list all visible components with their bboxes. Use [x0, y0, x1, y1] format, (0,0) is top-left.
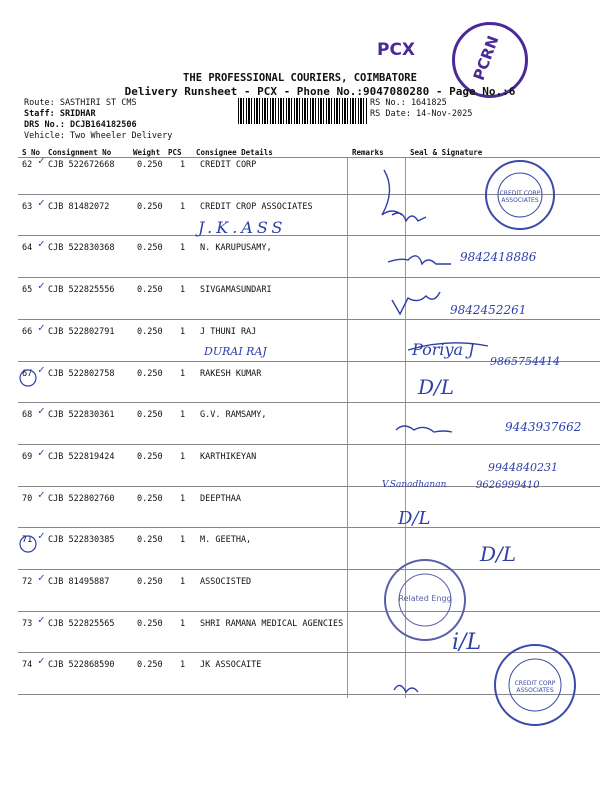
row-weight: 0.250: [137, 160, 163, 170]
check-mark-icon: ✓: [38, 571, 45, 584]
staff: Staff: SRIDHAR: [24, 109, 96, 119]
row-consignment: CJB 522825565: [48, 618, 115, 629]
note-66: DURAI RAJ: [204, 345, 267, 358]
row-consignment: CJB 522672668: [48, 160, 115, 170]
col-consignment: Consignment No: [48, 148, 112, 157]
hw-dl67: D/L: [418, 375, 455, 399]
circle-mark-71: [20, 536, 36, 552]
row-consignment: CJB 522830361: [48, 410, 115, 421]
stamp-credit-corp-2-text: CREDIT CORP ASSOCIATES: [514, 680, 556, 694]
check-mark-icon: ✓: [38, 154, 45, 167]
row-consignee: RAKESH KUMAR: [200, 368, 262, 379]
row-weight: 0.250: [137, 326, 163, 337]
hw-name69: V.Sanadhanan: [382, 480, 447, 490]
company-title: THE PROFESSIONAL COURIERS, COIMBATORE: [183, 72, 417, 84]
row-pcs: 1: [180, 577, 186, 587]
row-sno: 64: [22, 243, 33, 254]
row-weight: 0.250: [137, 493, 163, 504]
row-pcs: 1: [180, 535, 186, 546]
signature-64: [388, 256, 451, 264]
pcx-stamp: PCX: [377, 40, 416, 60]
row-weight: 0.250: [137, 201, 163, 212]
stamp-credit-corp-1-text: CREDIT CORP ASSOCIATES: [499, 190, 541, 204]
runsheet-title: Delivery Runsheet - PCX - Phone No.:9047080280 - Page No.:6: [124, 85, 516, 98]
col-consignee: Consignee Details: [196, 148, 273, 157]
row-weight: 0.250: [137, 451, 163, 462]
row-sno: 66: [22, 326, 33, 337]
col-remarks: Remarks: [352, 148, 384, 157]
check-mark-icon: ✓: [38, 487, 45, 501]
row-consignee: G.V. RAMSAMY,: [200, 410, 267, 421]
rs-no: RS No.: 1641825: [370, 98, 447, 108]
row-consignment: CJB 522802758: [48, 368, 115, 379]
row-weight: 0.250: [137, 243, 163, 254]
col-seal: Seal & Signature: [410, 148, 483, 157]
route: Route: SASTHIRI ST CMS: [24, 98, 137, 108]
row-pcs: 1: [180, 410, 186, 421]
row-weight: 0.250: [137, 618, 163, 629]
check-mark-icon: ✓: [38, 404, 45, 418]
row-consignee: DEEPTHAA: [200, 493, 241, 504]
check-mark-icon: ✓: [38, 445, 45, 459]
signature-63: [392, 213, 426, 221]
row-consignment: CJB 81482072: [48, 201, 110, 212]
check-mark-icon: ✓: [38, 320, 45, 334]
row-weight: 0.250: [137, 368, 163, 379]
row-consignee: SHRI RAMANA MEDICAL AGENCIES: [200, 618, 344, 629]
row-weight: 0.250: [137, 577, 163, 587]
row-sno: 68: [22, 410, 33, 421]
row-consignment: CJB 81495887: [48, 577, 110, 587]
row-consignee: M. GEETHA,: [200, 535, 252, 546]
check-mark-icon: ✓: [38, 237, 45, 251]
row-consignee: CREDIT CORP: [200, 160, 257, 170]
check-mark-icon: ✓: [38, 612, 45, 626]
hw-phone68: 9443937662: [505, 420, 582, 434]
signature-62: [382, 170, 402, 215]
hw-name66: Poriya J: [412, 340, 475, 359]
circle-mark-67: [20, 370, 36, 386]
row-consignee: JK ASSOCAITE: [200, 660, 262, 671]
row-consignment: CJB 522830385: [48, 535, 115, 546]
row-sno: 65: [22, 285, 33, 296]
hw-dl70: D/L: [398, 508, 431, 529]
row-consignment: CJB 522802760: [48, 493, 115, 504]
hw-phone66: 9865754414: [490, 355, 560, 368]
row-weight: 0.250: [137, 285, 163, 296]
signature-65: [392, 292, 440, 314]
row-consignee: ASSOCISTED: [200, 577, 252, 587]
row-weight: 0.250: [137, 660, 163, 671]
row-pcs: 1: [180, 660, 186, 671]
row-pcs: 1: [180, 618, 186, 629]
signature-66: [408, 343, 488, 350]
row-sno: 67: [22, 368, 33, 379]
check-mark-icon: ✓: [38, 529, 45, 543]
row-sno: 70: [22, 493, 33, 504]
row-pcs: 1: [180, 243, 186, 254]
check-mark-icon: ✓: [38, 279, 45, 293]
hw-il73: i/L: [452, 630, 482, 655]
row-pcs: 1: [180, 493, 186, 504]
check-mark-icon: ✓: [38, 195, 45, 209]
check-mark-icon: ✓: [38, 654, 45, 668]
check-mark-icon: ✓: [38, 362, 45, 376]
signature-74: [394, 685, 418, 692]
row-weight: 0.250: [137, 535, 163, 546]
row-sno: 71: [22, 535, 33, 546]
row-consignee: SIVGAMASUNDARI: [200, 285, 272, 296]
row-consignment: CJB 522830368: [48, 243, 115, 254]
rs-date: RS Date: 14-Nov-2025: [370, 109, 473, 119]
vehicle: Vehicle: Two Wheeler Delivery: [24, 131, 173, 141]
drs-no: DRS No.: DCJB164182506: [24, 120, 137, 130]
pcrn-stamp-text: PCRN: [469, 33, 503, 83]
hw-phone64: 9842418886: [460, 250, 537, 264]
row-consignee: KARTHIKEYAN: [200, 451, 257, 462]
row-sno: 72: [22, 577, 33, 587]
row-pcs: 1: [180, 326, 186, 337]
col-pcs: PCS: [168, 148, 182, 157]
row-consignee: J THUNI RAJ: [200, 326, 257, 337]
row-sno: 62: [22, 160, 33, 170]
stamp-related-engg-text: Related Engg: [398, 594, 452, 603]
row-sno: 69: [22, 451, 33, 462]
col-weight: Weight: [133, 148, 161, 157]
row-pcs: 1: [180, 451, 186, 462]
col-sno: S No: [22, 148, 41, 157]
row-pcs: 1: [180, 285, 186, 296]
row-consignment: CJB 522868590: [48, 660, 115, 671]
row-sno: 63: [22, 201, 33, 212]
row-pcs: 1: [180, 368, 186, 379]
signature-68: [396, 426, 452, 432]
note-63: J.K.ASS: [198, 218, 287, 237]
row-consignment: CJB 522825556: [48, 285, 115, 296]
hw-dl71: D/L: [480, 542, 517, 566]
row-pcs: 1: [180, 160, 186, 170]
hw-phone69b: 9626999410: [476, 480, 540, 491]
hw-phone69: 9944840231: [488, 461, 558, 474]
hw-phone65: 9842452261: [450, 303, 527, 317]
row-pcs: 1: [180, 201, 186, 212]
row-sno: 74: [22, 660, 33, 671]
row-weight: 0.250: [137, 410, 163, 421]
row-consignee: CREDIT CROP ASSOCIATES: [200, 201, 313, 212]
row-sno: 73: [22, 618, 33, 629]
row-consignment: CJB 522802791: [48, 326, 115, 337]
row-consignment: CJB 522819424: [48, 451, 115, 462]
row-consignee: N. KARUPUSAMY,: [200, 243, 272, 254]
